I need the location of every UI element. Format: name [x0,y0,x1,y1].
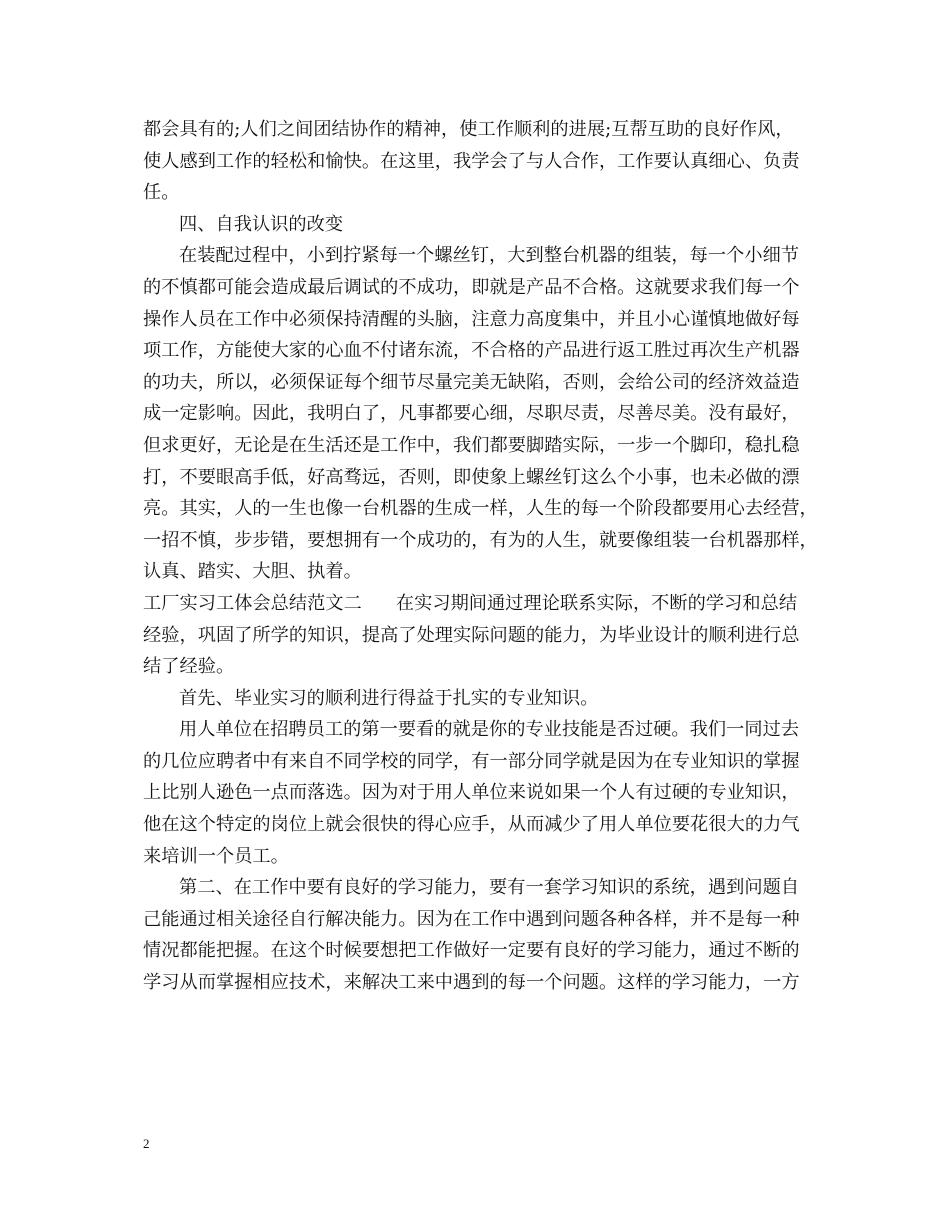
body-line: 经验，巩固了所学的知识，提高了处理实际问题的能力，为毕业设计的顺利进行总 [143,624,800,646]
document-body [143,114,818,999]
body-line: 的功夫，所以，必须保证每个细节尽量完美无缺陷，否则，会给公司的经济效益造 [143,371,800,393]
body-line: 任。 [143,182,180,204]
body-line: 来培训一个员工。 [143,845,289,867]
body-line: 亮。其实，人的一生也像一台机器的生成一样，人生的每一个阶段都要用心去经营， [143,498,818,520]
body-line: 用人单位在招聘员工的第一要看的就是你的专业技能是否过硬。我们一同过去 [179,719,800,741]
body-line: 结了经验。 [143,656,235,678]
body-line: 学习从而掌握相应技术，来解决工来中遇到的每一个问题。这样的学习能力，一方 [143,972,800,994]
body-line: 第二、在工作中要有良好的学习能力，要有一套学习知识的系统，遇到问题自 [179,877,800,899]
body-line: 成一定影响。因此，我明白了，凡事都要心细，尽职尽责，尽善尽美。没有最好， [143,403,800,425]
body-line: 己能通过相关途径自行解决能力。因为在工作中遇到问题各种各样，并不是每一种 [143,908,800,930]
body-line: 但求更好，无论是在生活还是工作中，我们都要脚踏实际，一步一个脚印，稳扎稳 [143,434,800,456]
body-line: 操作人员在工作中必须保持清醒的头脑，注意力高度集中，并且小心谨慎地做好每 [143,308,800,330]
body-line: 都会具有的;人们之间团结协作的精神，使工作顺利的进展;互帮互助的良好作风， [143,119,794,140]
body-line: 使人感到工作的轻松和愉快。在这里，我学会了与人合作，工作要认真细心、负责 [143,150,800,172]
body-line: 认真、踏实、大胆、执着。 [143,561,362,583]
section-heading: 四、自我认识的改变 [179,213,344,235]
body-line: 的几位应聘者中有来自不同学校的同学，有一部分同学就是因为在专业知识的掌握 [143,750,800,772]
body-line: 他在这个特定的岗位上就会很快的得心应手，从而减少了用人单位要花很大的力气 [143,814,800,836]
body-line: 项工作，方能使大家的心血不付诸东流，不合格的产品进行返工胜过再次生产机器 [143,340,800,362]
body-line: 的不慎都可能会造成最后调试的不成功，即就是产品不合格。这就要求我们每一个 [143,276,800,298]
body-line: 在装配过程中，小到拧紧每一个螺丝钉，大到整台机器的组装，每一个小细节 [179,245,800,267]
body-line: 打，不要眼高手低，好高骛远，否则，即使象上螺丝钉这么个小事，也未必做的漂 [143,466,800,488]
essay-opening-text: 在实习期间通过理论联系实际，不断的学习和总结 [395,592,798,614]
body-line: 情况都能把握。在这个时候要想把工作做好一定要有良好的学习能力，通过不断的 [143,940,800,962]
essay-title: 工厂实习工体会总结范文二 [143,592,362,614]
page-number: 2 [143,1136,150,1151]
essay-heading-line [143,588,818,620]
body-line: 首先、毕业实习的顺利进行得益于扎实的专业知识。 [179,687,599,709]
body-line: 一招不慎，步步错，要想拥有一个成功的，有为的人生，就要像组装一台机器那样， [143,529,818,551]
body-line: 上比别人逊色一点而落选。因为对于用人单位来说如果一个人有过硬的专业知识， [143,782,800,804]
